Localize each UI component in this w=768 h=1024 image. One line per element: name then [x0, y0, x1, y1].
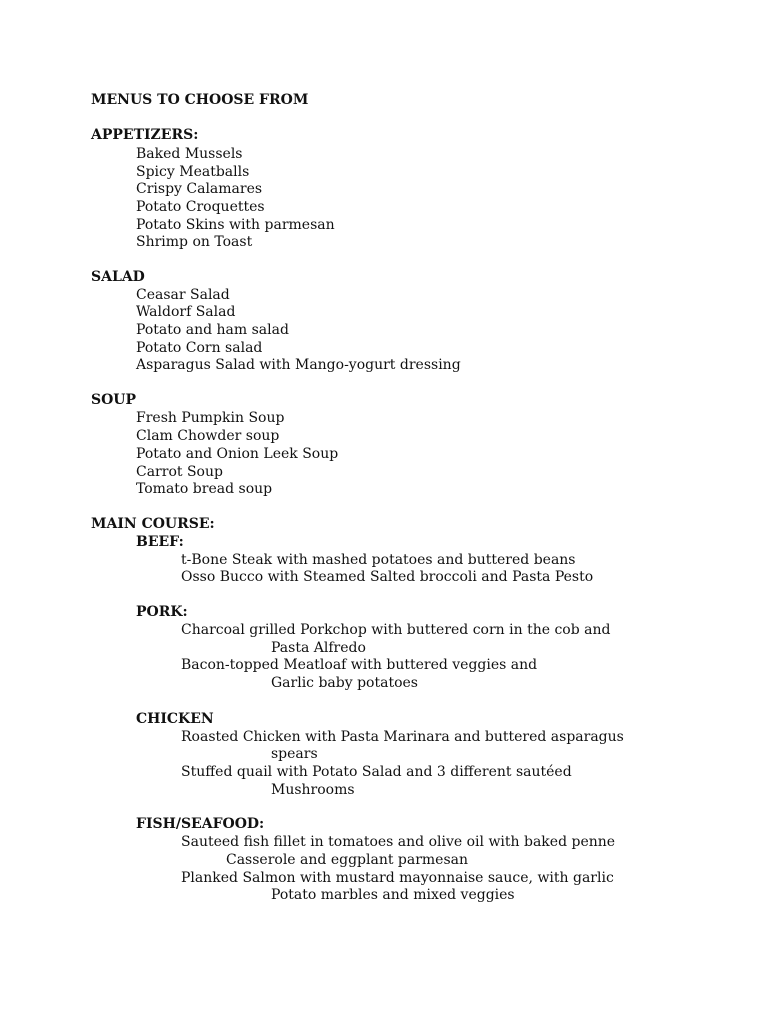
list-item: Shrimp on Toast	[136, 234, 253, 250]
section-heading-appetizers: APPETIZERS:	[91, 127, 199, 143]
list-item-continuation: Pasta Alfredo	[271, 640, 366, 656]
list-item: Fresh Pumpkin Soup	[136, 410, 285, 426]
list-item: Asparagus Salad with Mango-yogurt dressing	[136, 357, 461, 373]
section-heading-main-course: MAIN COURSE:	[91, 516, 215, 532]
list-item: Tomato bread soup	[136, 481, 273, 497]
list-item: Potato Corn salad	[136, 340, 263, 356]
subsection-heading-fish-seafood: FISH/SEAFOOD:	[136, 816, 265, 832]
list-item: Charcoal grilled Porkchop with buttered corn in the cob and	[181, 622, 611, 638]
subsection-heading-beef: BEEF:	[136, 534, 184, 550]
list-item: Crispy Calamares	[136, 181, 263, 197]
list-item-continuation: Casserole and eggplant parmesan	[226, 852, 469, 868]
list-item: Potato and Onion Leek Soup	[136, 446, 339, 462]
list-item: Roasted Chicken with Pasta Marinara and buttered asparagus	[181, 729, 624, 745]
list-item: Clam Chowder soup	[136, 428, 280, 444]
list-item-continuation: Garlic baby potatoes	[271, 675, 418, 691]
section-heading-salad: SALAD	[91, 269, 145, 285]
page-title: MENUS TO CHOOSE FROM	[91, 92, 309, 108]
list-item: Spicy Meatballs	[136, 164, 250, 180]
list-item: Waldorf Salad	[136, 304, 236, 320]
list-item: Potato and ham salad	[136, 322, 289, 338]
list-item-continuation: spears	[271, 746, 318, 762]
section-heading-soup: SOUP	[91, 392, 137, 408]
list-item: Bacon-topped Meatloaf with buttered veggies and	[181, 657, 538, 673]
list-item: Osso Bucco with Steamed Salted broccoli and Pasta Pesto	[181, 569, 594, 585]
list-item: Stuffed quail with Potato Salad and 3 different sautéed	[181, 764, 572, 780]
list-item: Carrot Soup	[136, 464, 223, 480]
list-item: Ceasar Salad	[136, 287, 230, 303]
list-item: Potato Skins with parmesan	[136, 217, 335, 233]
list-item: Sauteed fish fillet in tomatoes and olive oil with baked penne	[181, 834, 616, 850]
list-item-continuation: Potato marbles and mixed veggies	[271, 887, 515, 903]
list-item: Baked Mussels	[136, 146, 243, 162]
list-item-continuation: Mushrooms	[271, 782, 355, 798]
list-item: t-Bone Steak with mashed potatoes and buttered beans	[181, 552, 576, 568]
subsection-heading-chicken: CHICKEN	[136, 711, 214, 727]
list-item: Planked Salmon with mustard mayonnaise sauce, with garlic	[181, 870, 614, 886]
list-item: Potato Croquettes	[136, 199, 265, 215]
subsection-heading-pork: PORK:	[136, 604, 188, 620]
